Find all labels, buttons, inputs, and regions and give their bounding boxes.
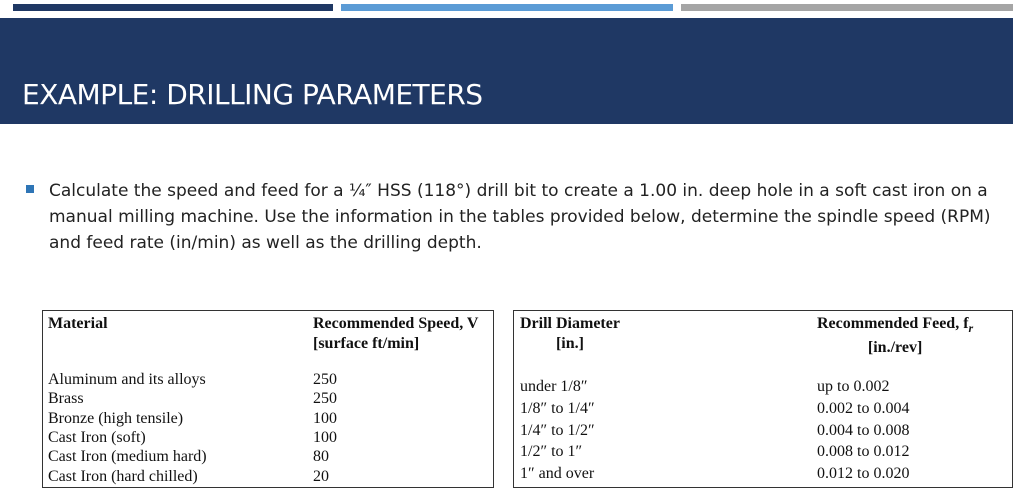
accent-bar-gray <box>681 4 1013 11</box>
header-feed-subscript: r <box>968 321 974 336</box>
speed-row-material: Bronze (high tensile) <box>48 409 184 427</box>
feed-row-value: 0.012 to 0.020 <box>817 465 910 483</box>
speed-table <box>42 310 494 488</box>
header-material: Material <box>48 315 108 332</box>
speed-row-value: 250 <box>313 390 337 408</box>
speed-row-material: Cast Iron (medium hard) <box>48 448 207 466</box>
feed-row-value: 0.002 to 0.004 <box>817 399 910 417</box>
feed-row-diameter: 1/2″ to 1″ <box>520 443 583 461</box>
header-feed-text: Recommended Feed, f <box>817 315 969 332</box>
speed-row-value: 100 <box>313 409 337 427</box>
speed-row-material: Cast Iron (hard chilled) <box>48 467 198 485</box>
header-diameter-units: [in.] <box>555 335 584 352</box>
header-speed-text: Recommended Speed, V <box>313 315 479 332</box>
feed-row-diameter: under 1/8″ <box>520 378 588 395</box>
speed-row-material: Aluminum and its alloys <box>48 371 206 388</box>
header-feed-units: [in./rev] <box>867 339 923 357</box>
feed-row-diameter: 1/4″ to 1/2″ <box>520 421 595 439</box>
feed-row-diameter: 1″ and over <box>520 465 595 483</box>
speed-row-material: Brass <box>48 390 84 408</box>
accent-bar-blue <box>341 4 673 11</box>
square-bullet-icon <box>26 185 34 193</box>
feed-row-value: 0.008 to 0.012 <box>817 443 910 461</box>
speed-row-material: Cast Iron (soft) <box>48 428 146 446</box>
speed-row-value: 80 <box>313 448 329 466</box>
accent-bar-dark <box>13 4 333 11</box>
feed-row-value: up to 0.002 <box>817 378 890 395</box>
speed-row-value: 250 <box>313 371 337 388</box>
header-feed-line1 <box>817 314 973 338</box>
speed-row-value: 100 <box>313 428 337 446</box>
header-speed-line1 <box>313 314 478 334</box>
title-banner <box>0 18 1013 124</box>
feed-row-diameter: 1/8″ to 1/4″ <box>520 399 595 417</box>
feed-row-value: 0.004 to 0.008 <box>817 421 910 439</box>
header-speed-units: [surface ft/min] <box>313 335 420 352</box>
header-speed <box>313 314 478 354</box>
header-diameter-line1: Drill Diameter <box>520 315 620 332</box>
feed-table <box>513 310 1013 488</box>
slide-title: EXAMPLE: DRILLING PARAMETERS <box>22 78 483 111</box>
header-diameter <box>520 314 620 354</box>
bullet-text: Calculate the speed and feed for a ¼″ HSS (118°) drill bit to create a 1.00 in. deep hole in a soft cast iron on a manual milling machine. Use the information in the tables provided below, determine the spindle speed (RPM) and feed rate (in/min) as well as the drilling depth. <box>49 181 991 253</box>
header-feed <box>817 314 973 358</box>
speed-row-value: 20 <box>313 467 329 485</box>
